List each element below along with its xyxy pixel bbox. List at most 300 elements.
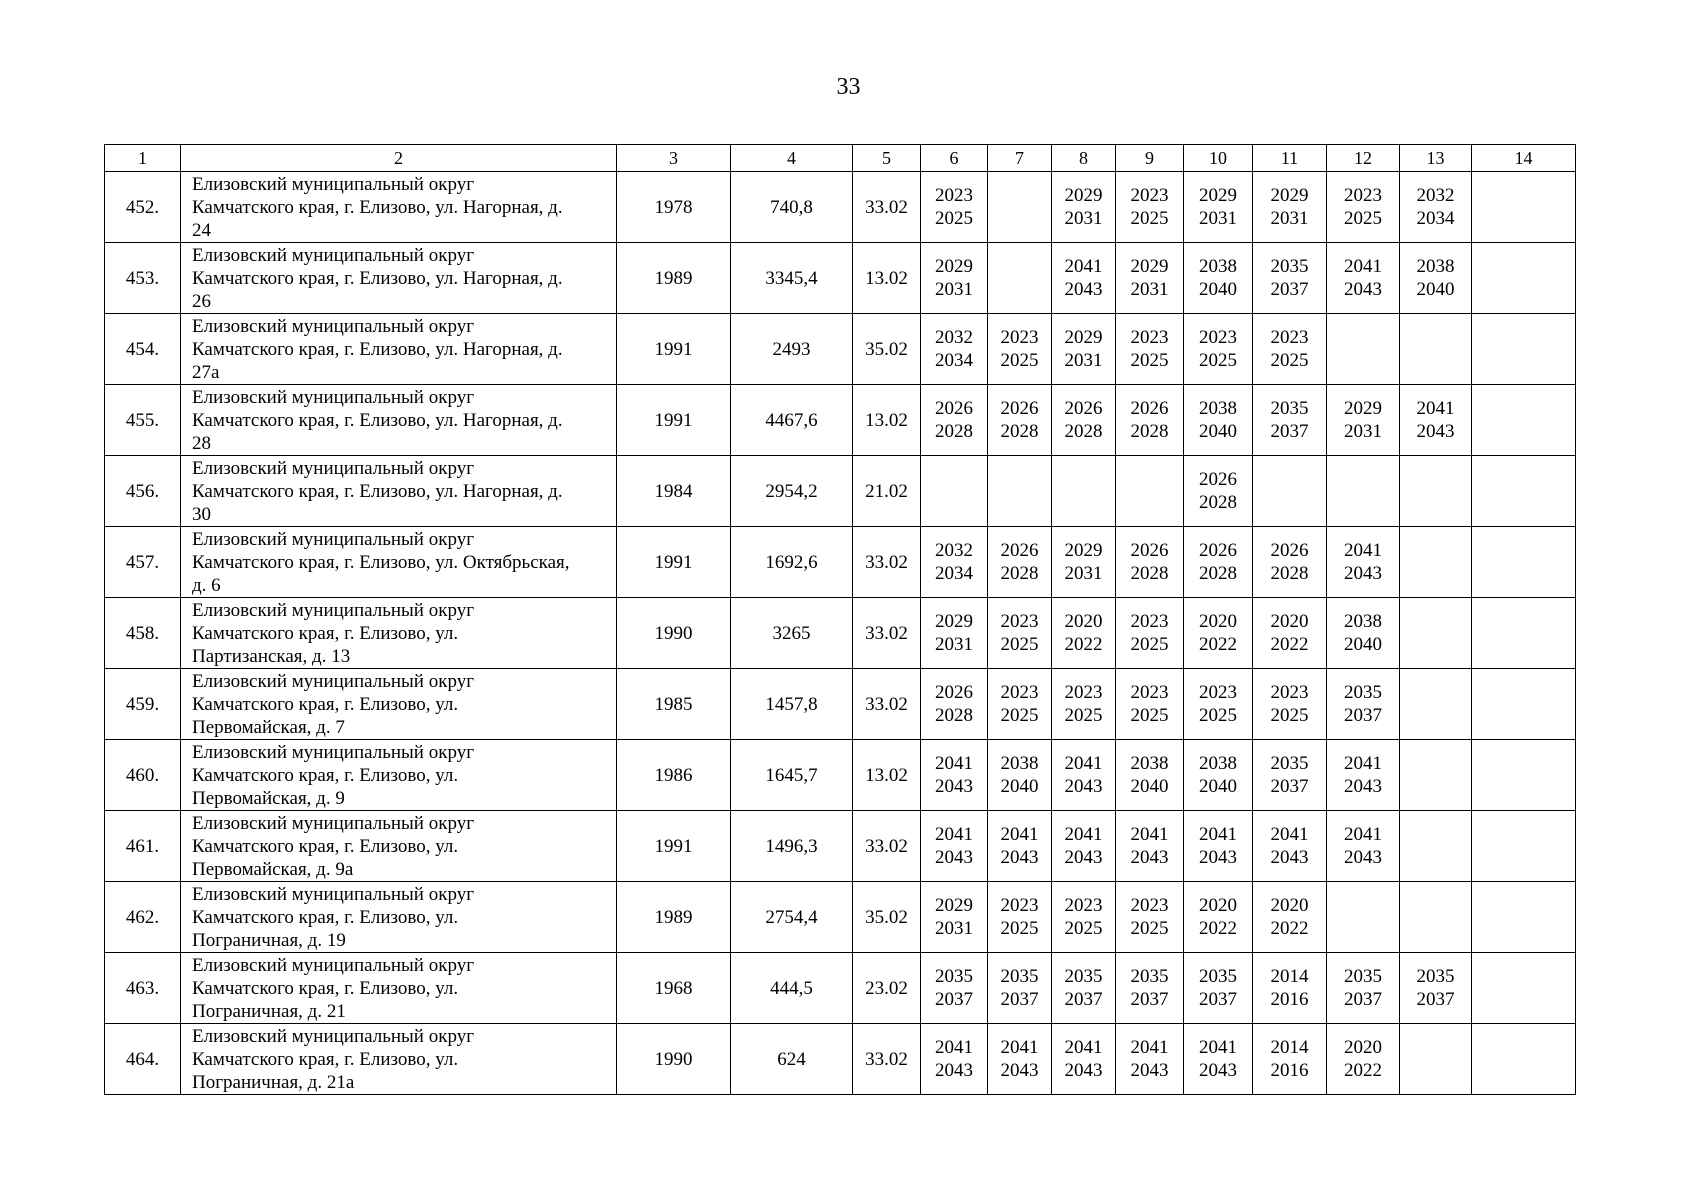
row-number: 461. <box>105 811 181 882</box>
period-end-year: 2022 <box>1064 634 1103 655</box>
period-end-year: 2043 <box>1270 847 1309 868</box>
period-cell <box>1116 882 1184 953</box>
period-start-year: 2029 <box>1064 540 1103 561</box>
period-end-year: 2034 <box>1416 208 1455 229</box>
period-start-year: 2035 <box>935 966 973 987</box>
year-built: 1986 <box>617 740 731 811</box>
table-row <box>105 385 1576 456</box>
period-start-year: 2020 <box>1270 611 1309 632</box>
period-cell <box>1052 172 1116 243</box>
period-cell <box>1472 811 1576 882</box>
period-start-year: 2023 <box>1130 895 1169 916</box>
period-start-year: 2023 <box>1199 682 1237 703</box>
period-start-year: 2041 <box>1199 1037 1237 1058</box>
period-cell <box>1253 527 1327 598</box>
period-end-year: 2037 <box>1270 776 1309 797</box>
period-end-year: 2037 <box>1416 989 1455 1010</box>
address-cell <box>181 740 617 811</box>
period-end-year: 2037 <box>1344 705 1382 726</box>
period-cell <box>988 740 1052 811</box>
period-start-year: 2041 <box>1344 753 1382 774</box>
period-cell <box>1116 811 1184 882</box>
period-cell <box>1184 811 1253 882</box>
code-cell: 35.02 <box>853 882 921 953</box>
period-end-year: 2031 <box>1130 279 1169 300</box>
period-start-year: 2038 <box>1344 611 1382 632</box>
period-start-year: 2026 <box>1199 469 1237 490</box>
row-number: 454. <box>105 314 181 385</box>
period-cell <box>921 527 988 598</box>
period-cell <box>1400 953 1472 1024</box>
column-header: 5 <box>853 145 921 172</box>
address-cell <box>181 172 617 243</box>
period-end-year: 2043 <box>1344 279 1382 300</box>
period-cell <box>1116 740 1184 811</box>
period-cell <box>921 740 988 811</box>
period-end-year: 2025 <box>1270 350 1309 371</box>
period-start-year: 2026 <box>1270 540 1309 561</box>
period-cell <box>1400 243 1472 314</box>
row-number: 460. <box>105 740 181 811</box>
period-end-year: 2028 <box>1130 421 1169 442</box>
table-row <box>105 314 1576 385</box>
period-end-year: 2025 <box>1130 208 1169 229</box>
period-cell <box>1253 1024 1327 1095</box>
period-cell <box>1472 314 1576 385</box>
address-line: Елизовский муниципальный округ <box>192 244 474 266</box>
address-line: Камчатского края, г. Елизово, ул. Октябрьская, <box>192 551 570 573</box>
code-cell: 21.02 <box>853 456 921 527</box>
period-start-year: 2020 <box>1199 895 1237 916</box>
table-row <box>105 669 1576 740</box>
period-end-year: 2028 <box>1000 563 1039 584</box>
column-header: 12 <box>1327 145 1400 172</box>
period-cell <box>1052 953 1116 1024</box>
period-start-year: 2041 <box>1344 824 1382 845</box>
row-number: 452. <box>105 172 181 243</box>
period-cell <box>1184 953 1253 1024</box>
period-end-year: 2025 <box>1000 705 1039 726</box>
period-end-year: 2028 <box>1000 421 1039 442</box>
period-cell <box>921 953 988 1024</box>
period-end-year: 2022 <box>1199 634 1237 655</box>
period-cell <box>1116 385 1184 456</box>
period-end-year: 2043 <box>1416 421 1455 442</box>
period-start-year: 2032 <box>935 540 973 561</box>
address-line: Елизовский муниципальный округ <box>192 528 474 550</box>
period-end-year: 2043 <box>1064 776 1103 797</box>
period-cell <box>921 314 988 385</box>
period-start-year: 2041 <box>1000 1037 1039 1058</box>
table-row <box>105 598 1576 669</box>
period-cell <box>1327 669 1400 740</box>
period-start-year: 2029 <box>935 895 973 916</box>
total-area: 2754,4 <box>731 882 853 953</box>
year-built: 1991 <box>617 385 731 456</box>
code-cell: 23.02 <box>853 953 921 1024</box>
row-number: 455. <box>105 385 181 456</box>
period-cell <box>988 456 1052 527</box>
column-header: 14 <box>1472 145 1576 172</box>
period-cell <box>988 172 1052 243</box>
period-end-year: 2022 <box>1270 634 1309 655</box>
period-start-year: 2041 <box>1064 1037 1103 1058</box>
period-start-year: 2041 <box>1064 753 1103 774</box>
period-end-year: 2025 <box>935 208 973 229</box>
period-start-year: 2026 <box>1000 540 1039 561</box>
period-end-year: 2028 <box>1130 563 1169 584</box>
period-start-year: 2026 <box>935 398 973 419</box>
period-end-year: 2037 <box>1270 279 1309 300</box>
period-cell <box>921 1024 988 1095</box>
column-header: 9 <box>1116 145 1184 172</box>
table-row <box>105 1024 1576 1095</box>
period-end-year: 2043 <box>1199 1060 1237 1081</box>
period-cell <box>921 598 988 669</box>
period-cell <box>1253 172 1327 243</box>
period-cell <box>1184 882 1253 953</box>
address-cell <box>181 1024 617 1095</box>
period-cell <box>1253 456 1327 527</box>
period-end-year: 2040 <box>1000 776 1039 797</box>
total-area: 444,5 <box>731 953 853 1024</box>
address-line: 24 <box>192 219 211 241</box>
period-end-year: 2043 <box>1000 1060 1039 1081</box>
registry-table <box>104 144 1576 1095</box>
period-end-year: 2043 <box>1344 563 1382 584</box>
period-cell <box>1400 669 1472 740</box>
period-cell <box>1184 527 1253 598</box>
address-line: 30 <box>192 503 211 525</box>
period-start-year: 2041 <box>1270 824 1309 845</box>
period-start-year: 2023 <box>1199 327 1237 348</box>
address-line: Елизовский муниципальный округ <box>192 954 474 976</box>
period-end-year: 2028 <box>1199 492 1237 513</box>
period-cell <box>1052 243 1116 314</box>
period-end-year: 2043 <box>1000 847 1039 868</box>
period-start-year: 2023 <box>1064 682 1103 703</box>
period-cell <box>1253 669 1327 740</box>
period-cell <box>1400 314 1472 385</box>
address-line: Елизовский муниципальный округ <box>192 670 474 692</box>
code-cell: 33.02 <box>853 811 921 882</box>
period-cell <box>921 243 988 314</box>
address-line: 28 <box>192 432 211 454</box>
table-row <box>105 456 1576 527</box>
period-cell <box>1327 740 1400 811</box>
period-cell <box>1400 456 1472 527</box>
period-cell <box>1253 811 1327 882</box>
period-end-year: 2043 <box>1130 847 1169 868</box>
period-cell <box>988 243 1052 314</box>
period-cell <box>921 811 988 882</box>
period-end-year: 2040 <box>1344 634 1382 655</box>
period-cell <box>1472 527 1576 598</box>
period-end-year: 2043 <box>1064 847 1103 868</box>
address-line: Елизовский муниципальный округ <box>192 457 474 479</box>
period-end-year: 2025 <box>1130 918 1169 939</box>
code-cell: 33.02 <box>853 1024 921 1095</box>
period-start-year: 2041 <box>935 824 973 845</box>
period-start-year: 2029 <box>935 256 973 277</box>
period-end-year: 2031 <box>1064 563 1103 584</box>
address-line: Елизовский муниципальный округ <box>192 741 474 763</box>
year-built: 1991 <box>617 314 731 385</box>
period-cell <box>1052 314 1116 385</box>
period-cell <box>1253 385 1327 456</box>
period-cell <box>1327 598 1400 669</box>
period-start-year: 2029 <box>1199 185 1237 206</box>
period-cell <box>988 669 1052 740</box>
period-end-year: 2025 <box>1130 634 1169 655</box>
table-row <box>105 740 1576 811</box>
address-line: Камчатского края, г. Елизово, ул. <box>192 622 459 644</box>
period-end-year: 2028 <box>935 705 973 726</box>
period-cell <box>1052 1024 1116 1095</box>
period-cell <box>1184 385 1253 456</box>
period-end-year: 2034 <box>935 350 973 371</box>
period-cell <box>1472 172 1576 243</box>
period-end-year: 2025 <box>1344 208 1382 229</box>
address-line: Елизовский муниципальный округ <box>192 1025 474 1047</box>
address-line: Камчатского края, г. Елизово, ул. Нагорная, д. <box>192 338 563 360</box>
total-area: 1457,8 <box>731 669 853 740</box>
period-end-year: 2016 <box>1270 989 1309 1010</box>
row-number: 464. <box>105 1024 181 1095</box>
period-cell <box>988 811 1052 882</box>
period-cell <box>1327 385 1400 456</box>
period-cell <box>1400 598 1472 669</box>
period-start-year: 2026 <box>1000 398 1039 419</box>
period-cell <box>1327 1024 1400 1095</box>
address-line: 26 <box>192 290 211 312</box>
period-start-year: 2023 <box>1000 611 1039 632</box>
period-end-year: 2028 <box>1270 563 1309 584</box>
period-cell <box>1472 1024 1576 1095</box>
address-line: Пограничная, д. 21а <box>192 1071 355 1093</box>
period-start-year: 2023 <box>1000 327 1039 348</box>
period-start-year: 2026 <box>1064 398 1103 419</box>
period-cell <box>988 1024 1052 1095</box>
period-end-year: 2022 <box>1199 918 1237 939</box>
total-area: 2493 <box>731 314 853 385</box>
period-cell <box>1400 811 1472 882</box>
period-start-year: 2026 <box>935 682 973 703</box>
period-start-year: 2032 <box>1416 185 1455 206</box>
period-cell <box>1400 1024 1472 1095</box>
period-cell <box>1184 740 1253 811</box>
period-cell <box>1116 1024 1184 1095</box>
address-line: Елизовский муниципальный округ <box>192 599 474 621</box>
year-built: 1991 <box>617 527 731 598</box>
address-line: Первомайская, д. 9а <box>192 858 354 880</box>
period-cell <box>988 598 1052 669</box>
period-start-year: 2020 <box>1344 1037 1382 1058</box>
period-start-year: 2023 <box>935 185 973 206</box>
period-end-year: 2025 <box>1000 350 1039 371</box>
period-end-year: 2037 <box>1199 989 1237 1010</box>
period-end-year: 2028 <box>1199 563 1237 584</box>
period-cell <box>1400 172 1472 243</box>
period-start-year: 2041 <box>1416 398 1455 419</box>
column-header: 1 <box>105 145 181 172</box>
period-cell <box>1253 740 1327 811</box>
address-cell <box>181 598 617 669</box>
period-cell <box>1052 811 1116 882</box>
period-cell <box>1184 598 1253 669</box>
address-line: Камчатского края, г. Елизово, ул. Нагорная, д. <box>192 409 563 431</box>
period-cell <box>988 882 1052 953</box>
address-cell <box>181 527 617 598</box>
address-line: Первомайская, д. 9 <box>192 787 345 809</box>
column-header: 10 <box>1184 145 1253 172</box>
address-line: Елизовский муниципальный округ <box>192 315 474 337</box>
period-start-year: 2026 <box>1130 398 1169 419</box>
period-end-year: 2025 <box>1000 634 1039 655</box>
total-area: 3265 <box>731 598 853 669</box>
period-start-year: 2041 <box>935 1037 973 1058</box>
period-cell <box>1327 527 1400 598</box>
page-number: 33 <box>836 74 861 100</box>
period-cell <box>1052 669 1116 740</box>
address-line: Пограничная, д. 19 <box>192 929 346 951</box>
period-end-year: 2031 <box>935 918 973 939</box>
period-start-year: 2020 <box>1064 611 1103 632</box>
total-area: 3345,4 <box>731 243 853 314</box>
period-start-year: 2038 <box>1130 753 1169 774</box>
code-cell: 33.02 <box>853 598 921 669</box>
period-start-year: 2041 <box>1130 824 1169 845</box>
period-end-year: 2028 <box>935 421 973 442</box>
period-end-year: 2025 <box>1130 705 1169 726</box>
period-start-year: 2038 <box>1199 753 1237 774</box>
period-cell <box>1253 243 1327 314</box>
period-cell <box>1472 243 1576 314</box>
period-cell <box>1327 882 1400 953</box>
period-end-year: 2031 <box>1270 208 1309 229</box>
row-number: 456. <box>105 456 181 527</box>
period-cell <box>1400 385 1472 456</box>
column-header: 7 <box>988 145 1052 172</box>
row-number: 453. <box>105 243 181 314</box>
period-cell <box>1052 456 1116 527</box>
period-start-year: 2029 <box>1064 185 1103 206</box>
period-cell <box>988 953 1052 1024</box>
period-start-year: 2035 <box>1270 398 1309 419</box>
address-cell <box>181 882 617 953</box>
period-start-year: 2023 <box>1270 327 1309 348</box>
period-cell <box>1184 314 1253 385</box>
code-cell: 13.02 <box>853 243 921 314</box>
period-start-year: 2032 <box>935 327 973 348</box>
period-end-year: 2043 <box>1199 847 1237 868</box>
period-end-year: 2037 <box>1130 989 1169 1010</box>
period-start-year: 2035 <box>1416 966 1455 987</box>
period-start-year: 2023 <box>1130 185 1169 206</box>
period-cell <box>1253 882 1327 953</box>
period-end-year: 2040 <box>1199 776 1237 797</box>
code-cell: 33.02 <box>853 669 921 740</box>
period-start-year: 2038 <box>1416 256 1455 277</box>
period-start-year: 2020 <box>1199 611 1237 632</box>
column-header: 3 <box>617 145 731 172</box>
period-cell <box>921 882 988 953</box>
year-built: 1984 <box>617 456 731 527</box>
period-end-year: 2016 <box>1270 1060 1309 1081</box>
period-end-year: 2037 <box>1000 989 1039 1010</box>
total-area: 624 <box>731 1024 853 1095</box>
address-cell <box>181 385 617 456</box>
address-line: Камчатского края, г. Елизово, ул. <box>192 906 459 928</box>
period-cell <box>1116 669 1184 740</box>
total-area: 1692,6 <box>731 527 853 598</box>
total-area: 4467,6 <box>731 385 853 456</box>
address-line: д. 6 <box>192 574 221 596</box>
period-end-year: 2031 <box>1064 350 1103 371</box>
address-line: Елизовский муниципальный округ <box>192 883 474 905</box>
period-end-year: 2025 <box>1064 705 1103 726</box>
period-cell <box>1184 669 1253 740</box>
period-cell <box>1184 243 1253 314</box>
period-cell <box>1327 314 1400 385</box>
year-built: 1989 <box>617 882 731 953</box>
period-end-year: 2031 <box>1199 208 1237 229</box>
period-end-year: 2037 <box>1064 989 1103 1010</box>
period-cell <box>1253 953 1327 1024</box>
period-start-year: 2038 <box>1199 398 1237 419</box>
address-cell <box>181 953 617 1024</box>
period-start-year: 2041 <box>1064 256 1103 277</box>
period-cell <box>1052 385 1116 456</box>
code-cell: 33.02 <box>853 527 921 598</box>
period-cell <box>1472 456 1576 527</box>
address-cell <box>181 456 617 527</box>
period-start-year: 2041 <box>1344 256 1382 277</box>
period-end-year: 2043 <box>935 1060 973 1081</box>
period-cell <box>1184 1024 1253 1095</box>
period-cell <box>1327 172 1400 243</box>
total-area: 2954,2 <box>731 456 853 527</box>
period-start-year: 2029 <box>935 611 973 632</box>
period-start-year: 2035 <box>1064 966 1103 987</box>
period-start-year: 2026 <box>1130 540 1169 561</box>
period-cell <box>1472 740 1576 811</box>
period-cell <box>1184 172 1253 243</box>
address-line: Елизовский муниципальный округ <box>192 812 474 834</box>
column-header: 8 <box>1052 145 1116 172</box>
table-body <box>105 172 1576 1095</box>
code-cell: 13.02 <box>853 385 921 456</box>
period-cell <box>1472 882 1576 953</box>
period-start-year: 2029 <box>1064 327 1103 348</box>
period-start-year: 2020 <box>1270 895 1309 916</box>
column-header: 13 <box>1400 145 1472 172</box>
period-start-year: 2038 <box>1000 753 1039 774</box>
year-built: 1990 <box>617 598 731 669</box>
period-cell <box>1116 456 1184 527</box>
period-cell <box>1327 456 1400 527</box>
row-number: 463. <box>105 953 181 1024</box>
period-cell <box>921 456 988 527</box>
period-start-year: 2035 <box>1344 682 1382 703</box>
period-start-year: 2035 <box>1270 753 1309 774</box>
column-header: 2 <box>181 145 617 172</box>
total-area: 740,8 <box>731 172 853 243</box>
period-cell <box>1472 669 1576 740</box>
period-cell <box>921 172 988 243</box>
period-cell <box>1253 598 1327 669</box>
period-end-year: 2037 <box>1270 421 1309 442</box>
